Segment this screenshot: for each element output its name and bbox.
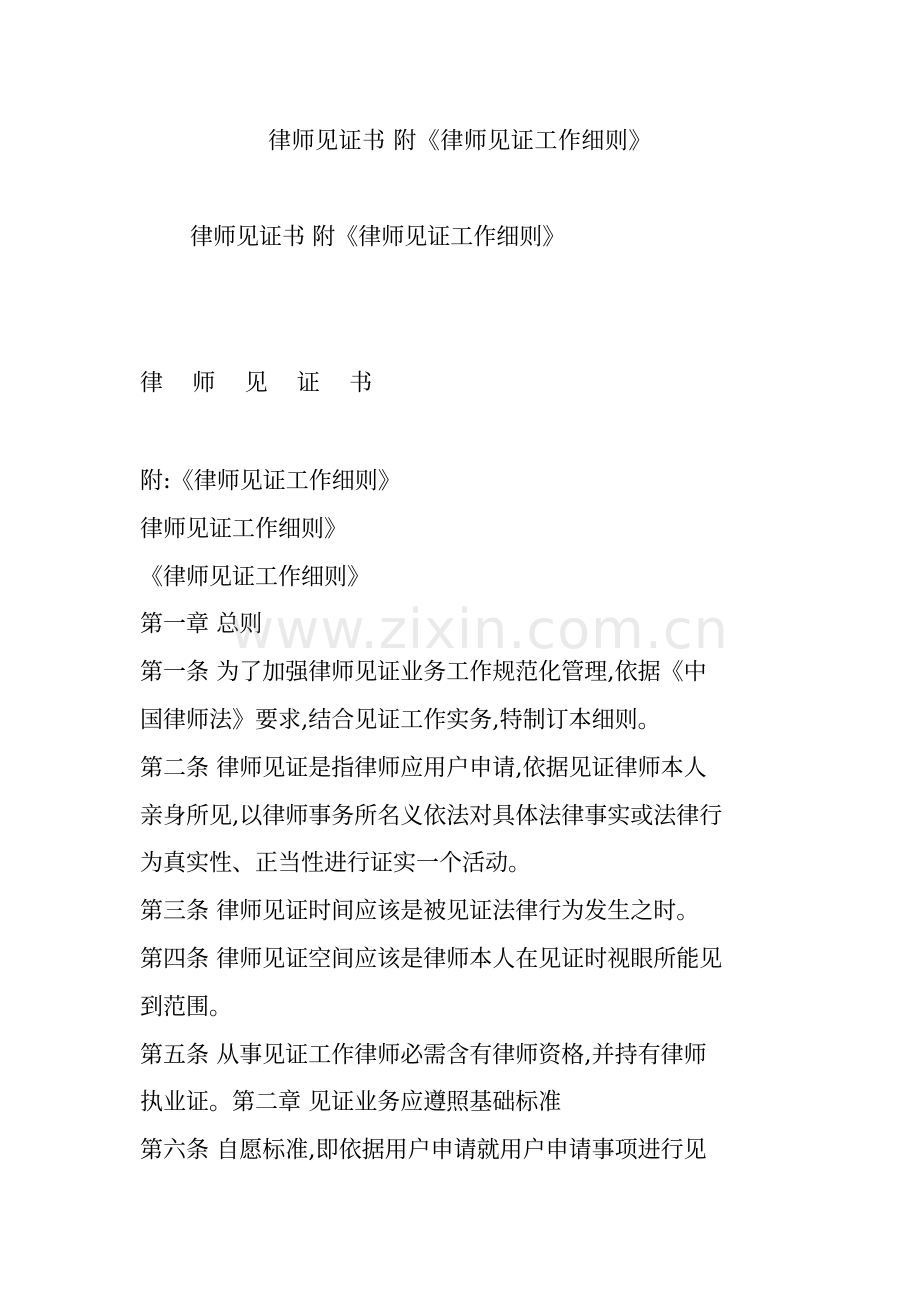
body-line: 律师见证工作细则》 (140, 515, 347, 542)
body-line: 亲身所见,以律师事务所名义依法对具体法律事实或法律行 (140, 802, 723, 829)
watermark: www.zixin.com.cn (230, 598, 729, 661)
body-line: 第五条 从事见证工作律师必需含有律师资格,并持有律师 (140, 1041, 707, 1068)
body-line: 第一条 为了加强律师见证业务工作规范化管理,依据《中 (140, 659, 707, 686)
document-body (140, 458, 790, 1175)
body-line: 第二条 律师见证是指律师应用户申请,依据见证律师本人 (140, 754, 707, 781)
body-line: 《律师见证工作细则》 (140, 563, 370, 590)
body-line: 为真实性、正当性进行证实一个活动。 (140, 850, 531, 877)
body-line: 附:《律师见证工作细则》 (140, 468, 401, 494)
body-line: 执业证。第二章 见证业务应遵照基础标准 (140, 1089, 562, 1116)
body-line: 第三条 律师见证时间应该是被见证法律行为发生之时。 (140, 898, 700, 925)
section-heading: 律 师 见 证 书 (140, 370, 384, 396)
body-line: 到范围。 (140, 993, 232, 1020)
document-title: 律师见证书 附《律师见证工作细则》 (268, 128, 652, 154)
chapter-heading: 第一章 总则 (140, 611, 263, 638)
document-subtitle: 律师见证书 附《律师见证工作细则》 (190, 224, 566, 250)
body-line: 国律师法》要求,结合见证工作实务,特制订本细则。 (140, 706, 661, 733)
body-line: 第四条 律师见证空间应该是律师本人在见证时视眼所能见 (140, 945, 723, 972)
body-line: 第六条 自愿标准,即依据用户申请就用户申请事项进行见 (140, 1137, 707, 1164)
